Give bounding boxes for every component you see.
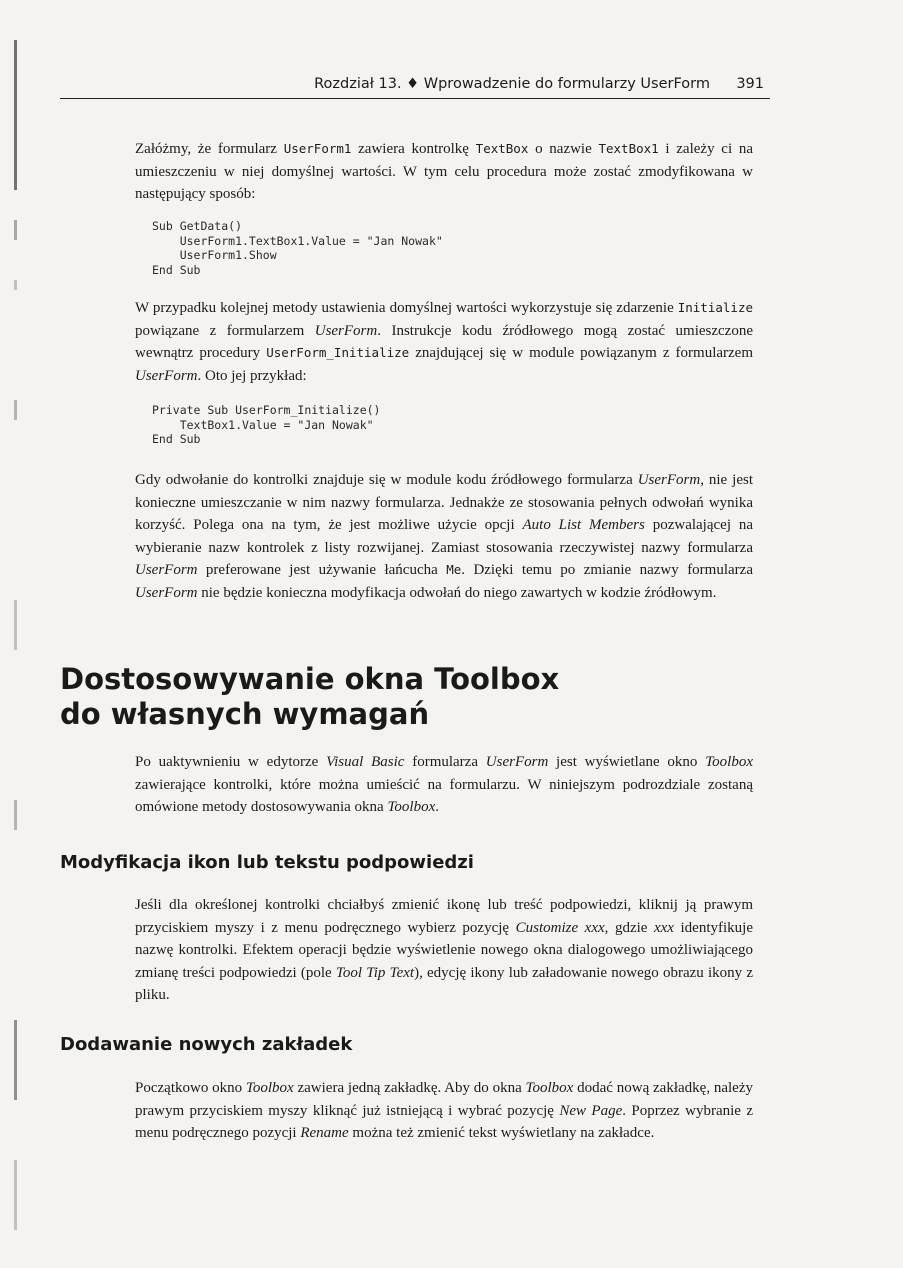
- code-line: Private Sub UserForm_Initialize(): [152, 403, 381, 417]
- italic-term: xxx: [653, 919, 674, 936]
- code-line: TextBox1.Value = "Jan Nowak": [152, 417, 374, 432]
- code-line: Sub GetData(): [152, 219, 243, 233]
- italic-term: UserForm: [135, 584, 198, 601]
- italic-term: Toolbox: [705, 754, 754, 770]
- paragraph-customize: [135, 894, 753, 1007]
- text-run: . Oto jej przykład:: [197, 367, 307, 384]
- text-run: ), edycję ikony lub załadowanie nowego obrazu ikony z pliku.: [135, 964, 753, 1003]
- italic-term: Rename: [300, 1125, 349, 1141]
- text-run: powiązane z formularzem: [135, 322, 315, 339]
- text-run: Jeśli dla określonej kontrolki chciałbyś zmienić ikonę lub treść podpowiedzi, kliknij ją prawym przyciskiem myszy i z menu podręcznego wybierz pozycję: [135, 897, 753, 936]
- text-run: i zależy ci na umieszczeniu w niej domyślnej wartości. W tym celu procedura może zostać zmodyfikowana w następujący sposób:: [135, 141, 753, 202]
- page-number: 391: [736, 76, 764, 92]
- paragraph-references: [135, 469, 753, 604]
- text-run: . Dzięki temu po zmianie nazwy formularza: [461, 562, 753, 578]
- text-run: Początkowo okno: [135, 1080, 246, 1096]
- italic-term: UserForm: [135, 562, 198, 578]
- text-run: jest wyświetlane okno: [548, 754, 706, 770]
- heading-line: do własnych wymagań: [60, 697, 430, 731]
- code-inline: Initialize: [677, 300, 753, 315]
- text-run: Po uaktywnieniu w edytorze: [135, 754, 327, 770]
- paragraph-initialize: [135, 297, 753, 387]
- italic-term: Toolbox: [387, 799, 436, 815]
- italic-term: Customize xxx: [515, 919, 605, 936]
- text-run: W przypadku kolejnej metody ustawienia domyślnej wartości wykorzystuje się zdarzenie: [135, 300, 678, 316]
- italic-term: UserForm: [314, 322, 378, 339]
- code-line: UserForm1.Show: [152, 248, 277, 262]
- paragraph-new-page: [135, 1077, 753, 1145]
- text-run: , nie jest konieczne umieszczanie w nim nazwy formularza. Jednakże ze stosowania pełnych odwołań wynika korzyść. Polega ona na tym, że jest możliwe użycie opcji: [135, 472, 753, 533]
- chapter-title: Rozdział 13. ♦ Wprowadzenie do formularzy UserForm: [314, 76, 710, 92]
- paragraph-intro: [135, 138, 753, 206]
- italic-term: Visual Basic: [326, 754, 405, 770]
- text-run: .: [435, 799, 440, 815]
- italic-term: UserForm: [637, 472, 701, 488]
- text-run: formularza: [404, 754, 486, 770]
- heading-line: Dostosowywanie okna Toolbox: [60, 662, 560, 696]
- text-run: . Instrukcje kodu źródłowego mogą zostać umieszczone wewnątrz procedury: [135, 322, 753, 361]
- italic-term: Auto List Members: [522, 517, 645, 533]
- code-line: End Sub: [152, 432, 201, 446]
- code-inline: TextBox: [475, 141, 529, 156]
- running-header: [60, 72, 770, 99]
- text-run: zawiera jedną zakładkę. Aby do okna: [293, 1080, 526, 1096]
- text-run: dodać nową zakładkę, należy prawym przyciskiem myszy kliknąć już istniejącą i wybrać pozycję: [135, 1080, 753, 1119]
- text-run: zawierające kontrolki, które można umieścić na formularzu. W niniejszym podrozdziale zostaną omówione metody dostosowywania okna: [135, 776, 753, 815]
- italic-term: UserForm: [135, 367, 198, 384]
- code-line: End Sub: [152, 262, 201, 277]
- text-run: nie będzie konieczna modyfikacja odwołań do niego zawartych w kodzie źródłowym.: [197, 584, 717, 601]
- paragraph-toolbox-intro: [135, 751, 753, 819]
- section-heading-toolbox: [60, 662, 559, 732]
- text-run: Załóżmy, że formularz: [135, 141, 284, 157]
- text-run: preferowane jest używanie łańcucha: [197, 562, 447, 578]
- code-inline: UserForm1: [283, 141, 352, 156]
- code-line: UserForm1.TextBox1.Value = "Jan Nowak": [152, 233, 443, 248]
- italic-term: Toolbox: [525, 1080, 574, 1096]
- text-run: identyfikuje nazwę kontrolki. Efektem operacji będzie wyświetlenie nowego okna dialogowego umożliwiającego zmianę treści podpowiedzi (pole: [135, 919, 753, 981]
- text-run: o nazwie: [528, 141, 599, 157]
- code-block-getdata: [152, 219, 443, 277]
- italic-term: Toolbox: [245, 1080, 294, 1096]
- text-run: Gdy odwołanie do kontrolki znajduje się w module kodu źródłowego formularza: [135, 472, 638, 488]
- italic-term: UserForm: [485, 754, 549, 770]
- text-run: zawiera kontrolkę: [351, 141, 476, 157]
- section-heading-tabs: Dodawanie nowych zakładek: [60, 1034, 353, 1055]
- text-run: znajdującej się w module powiązanym z formularzem: [409, 345, 753, 361]
- text-run: można też zmienić tekst wyświetlany na zakładce.: [348, 1125, 655, 1141]
- code-block-initialize: [152, 403, 380, 447]
- text-run: , gdzie: [604, 919, 654, 936]
- code-inline: TextBox1: [598, 141, 659, 156]
- italic-term: Tool Tip Text: [335, 964, 415, 981]
- text-run: pozwalającej na wybieranie nazw kontrolek z listy rozwijanej. Zamiast stosowania rzeczywistej nazwy formularza: [135, 517, 753, 556]
- text-run: . Poprzez wybranie z menu podręcznego pozycji: [135, 1102, 753, 1141]
- section-heading-icons: Modyfikacja ikon lub tekstu podpowiedzi: [60, 852, 474, 873]
- italic-term: New Page: [559, 1102, 623, 1119]
- code-inline: Me: [446, 562, 462, 577]
- code-inline: UserForm_Initialize: [266, 345, 410, 360]
